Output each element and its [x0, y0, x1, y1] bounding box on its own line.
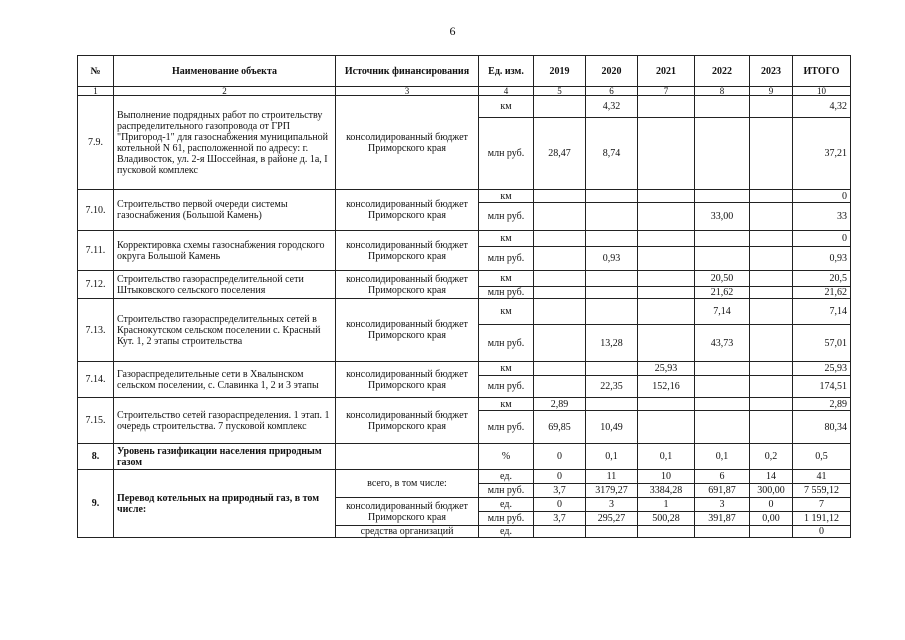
unit-cell: ед.	[479, 498, 534, 512]
unit-cell: ед.	[479, 526, 534, 538]
row-number: 7.14.	[78, 362, 114, 398]
funding-source: консолидированный бюджет Приморского края	[336, 362, 479, 398]
index-cell: 10	[793, 87, 851, 96]
funding-source: консолидированный бюджет Приморского края	[336, 190, 479, 231]
value-2021	[638, 411, 695, 444]
value-2021: 0,1	[638, 444, 695, 470]
value-2020	[586, 203, 638, 231]
value-2019: 3,7	[534, 512, 586, 526]
value-2019: 28,47	[534, 118, 586, 190]
value-2022: 391,87	[695, 512, 750, 526]
row-number: 8.	[78, 444, 114, 470]
value-2019	[534, 287, 586, 299]
value-2020	[586, 299, 638, 325]
row-number: 7.11.	[78, 231, 114, 271]
funding-source: консолидированный бюджет Приморского края	[336, 498, 479, 526]
table-row	[78, 444, 851, 470]
value-2021: 3384,28	[638, 484, 695, 498]
value-2020	[586, 287, 638, 299]
row-number: 7.12.	[78, 271, 114, 299]
value-2020: 10,49	[586, 411, 638, 444]
value-2022	[695, 231, 750, 247]
value-total: 21,62	[793, 287, 851, 299]
value-2022: 7,14	[695, 299, 750, 325]
object-name: Строительство первой очереди системы газоснабжения (Большой Камень)	[114, 190, 336, 231]
table-row	[78, 299, 851, 325]
unit-cell: млн руб.	[479, 287, 534, 299]
header-num: №	[78, 56, 114, 87]
value-2023	[750, 398, 793, 411]
value-2021: 25,93	[638, 362, 695, 376]
unit-cell: млн руб.	[479, 247, 534, 271]
table-row	[78, 398, 851, 411]
value-2019: 2,89	[534, 398, 586, 411]
value-total: 0,5	[793, 444, 851, 470]
header-2023: 2023	[750, 56, 793, 87]
value-2021: 10	[638, 470, 695, 484]
value-2020: 3179,27	[586, 484, 638, 498]
value-total: 41	[793, 470, 851, 484]
value-total: 7,14	[793, 299, 851, 325]
value-total: 25,93	[793, 362, 851, 376]
header-object-name: Наименование объекта	[114, 56, 336, 87]
value-2023	[750, 411, 793, 444]
funding-source-org: средства организаций	[336, 526, 479, 538]
value-2020: 0,93	[586, 247, 638, 271]
table-row	[78, 271, 851, 287]
value-2019: 0	[534, 470, 586, 484]
value-2021: 152,16	[638, 376, 695, 398]
value-total: 7	[793, 498, 851, 512]
value-2022	[695, 190, 750, 203]
value-2021	[638, 231, 695, 247]
funding-source: консолидированный бюджет Приморского края	[336, 398, 479, 444]
value-2023: 14	[750, 470, 793, 484]
value-2019: 69,85	[534, 411, 586, 444]
unit-cell: км	[479, 96, 534, 118]
object-name: Перевод котельных на природный газ, в том числе:	[114, 470, 336, 538]
index-cell: 7	[638, 87, 695, 96]
header-funding-source: Источник финансирования	[336, 56, 479, 87]
value-2019	[534, 526, 586, 538]
header-2019: 2019	[534, 56, 586, 87]
value-total: 33	[793, 203, 851, 231]
value-2022	[695, 96, 750, 118]
unit-cell: км	[479, 398, 534, 411]
value-2023	[750, 96, 793, 118]
value-2019	[534, 376, 586, 398]
unit-cell: млн руб.	[479, 118, 534, 190]
value-2023	[750, 376, 793, 398]
value-2021	[638, 325, 695, 362]
value-2021	[638, 96, 695, 118]
value-2022: 33,00	[695, 203, 750, 231]
value-2021	[638, 247, 695, 271]
value-2022	[695, 411, 750, 444]
value-2019	[534, 325, 586, 362]
program-table	[77, 55, 851, 538]
value-2022: 0,1	[695, 444, 750, 470]
object-name: Строительство сетей газораспределения. 1 этап. 1 очередь строительства. 7 пусковой комплекс	[114, 398, 336, 444]
value-total: 4,32	[793, 96, 851, 118]
value-2020	[586, 526, 638, 538]
value-2019: 0	[534, 444, 586, 470]
value-total: 0	[793, 190, 851, 203]
funding-source: консолидированный бюджет Приморского края	[336, 231, 479, 271]
header-2020: 2020	[586, 56, 638, 87]
value-2022	[695, 362, 750, 376]
value-2023	[750, 526, 793, 538]
value-2020: 0,1	[586, 444, 638, 470]
value-2023	[750, 299, 793, 325]
value-2019	[534, 299, 586, 325]
object-name: Корректировка схемы газоснабжения городского округа Большой Камень	[114, 231, 336, 271]
value-total: 0	[793, 526, 851, 538]
value-2022: 20,50	[695, 271, 750, 287]
header-total: ИТОГО	[793, 56, 851, 87]
value-2022	[695, 376, 750, 398]
table-row	[78, 231, 851, 247]
value-2021	[638, 118, 695, 190]
value-2023	[750, 271, 793, 287]
value-2022: 691,87	[695, 484, 750, 498]
value-2020	[586, 190, 638, 203]
value-total: 7 559,12	[793, 484, 851, 498]
value-2020: 11	[586, 470, 638, 484]
value-2023: 0,2	[750, 444, 793, 470]
value-2021: 1	[638, 498, 695, 512]
object-name: Уровень газификации населения природным газом	[114, 444, 336, 470]
value-2020	[586, 231, 638, 247]
unit-cell: млн руб.	[479, 203, 534, 231]
unit-cell: ед.	[479, 470, 534, 484]
value-2020: 8,74	[586, 118, 638, 190]
value-total: 174,51	[793, 376, 851, 398]
value-2023: 0,00	[750, 512, 793, 526]
row-number: 7.9.	[78, 96, 114, 190]
funding-source: консолидированный бюджет Приморского края	[336, 299, 479, 362]
value-2023	[750, 118, 793, 190]
table-row	[78, 470, 851, 484]
object-name: Газораспределительные сети в Хвалынском сельском поселении, с. Славинка 1, 2 и 3 этапы	[114, 362, 336, 398]
value-2022: 43,73	[695, 325, 750, 362]
value-2021	[638, 271, 695, 287]
header-2022: 2022	[695, 56, 750, 87]
object-name: Строительство газораспределительных сетей в Краснокутском сельском поселении с. Красный Кут. 1, 2 этапы строительства	[114, 299, 336, 362]
value-total: 57,01	[793, 325, 851, 362]
index-cell: 6	[586, 87, 638, 96]
index-cell: 1	[78, 87, 114, 96]
index-cell: 3	[336, 87, 479, 96]
header-row	[78, 56, 851, 87]
index-cell: 8	[695, 87, 750, 96]
value-2022	[695, 247, 750, 271]
value-2023	[750, 231, 793, 247]
value-2020: 22,35	[586, 376, 638, 398]
column-index-row	[78, 87, 851, 96]
value-2023: 300,00	[750, 484, 793, 498]
value-total: 80,34	[793, 411, 851, 444]
value-2020	[586, 362, 638, 376]
value-2020	[586, 271, 638, 287]
header-unit: Ед. изм.	[479, 56, 534, 87]
value-2019	[534, 96, 586, 118]
value-total: 2,89	[793, 398, 851, 411]
unit-cell: км	[479, 299, 534, 325]
index-cell: 9	[750, 87, 793, 96]
value-total: 0,93	[793, 247, 851, 271]
value-total: 0	[793, 231, 851, 247]
value-2023	[750, 190, 793, 203]
value-2019: 3,7	[534, 484, 586, 498]
value-2019	[534, 203, 586, 231]
unit-cell: км	[479, 271, 534, 287]
funding-source	[336, 444, 479, 470]
value-total: 37,21	[793, 118, 851, 190]
row-number: 7.10.	[78, 190, 114, 231]
value-2022: 6	[695, 470, 750, 484]
value-2020: 4,32	[586, 96, 638, 118]
value-2020: 3	[586, 498, 638, 512]
value-2023	[750, 247, 793, 271]
index-cell: 4	[479, 87, 534, 96]
value-2020	[586, 398, 638, 411]
value-2021	[638, 398, 695, 411]
unit-cell: млн руб.	[479, 325, 534, 362]
page-number: 6	[449, 24, 456, 38]
value-2021	[638, 299, 695, 325]
value-2023: 0	[750, 498, 793, 512]
value-2021	[638, 190, 695, 203]
row-number: 7.13.	[78, 299, 114, 362]
value-2021	[638, 287, 695, 299]
unit-cell: км	[479, 362, 534, 376]
value-2019	[534, 231, 586, 247]
table-row	[78, 190, 851, 203]
value-2022	[695, 398, 750, 411]
unit-cell: млн руб.	[479, 484, 534, 498]
value-2023	[750, 362, 793, 376]
index-cell: 2	[114, 87, 336, 96]
funding-source: консолидированный бюджет Приморского края	[336, 271, 479, 299]
funding-source-total: всего, в том числе:	[336, 470, 479, 498]
table-row	[78, 96, 851, 118]
value-2023	[750, 203, 793, 231]
unit-cell: км	[479, 190, 534, 203]
value-2019: 0	[534, 498, 586, 512]
value-2019	[534, 362, 586, 376]
value-2020: 295,27	[586, 512, 638, 526]
object-name: Выполнение подрядных работ по строительству распределительного газопровода от ГРП "Пригород-1" для газоснабжения муниципальной котельной N 61, расположенной по адресу: г. Владивосток, ул. 2-я Шоссейная, в районе д. 1а, I пусковой комплекс	[114, 96, 336, 190]
header-2021: 2021	[638, 56, 695, 87]
unit-cell: млн руб.	[479, 411, 534, 444]
row-number: 9.	[78, 470, 114, 538]
table-row	[78, 362, 851, 376]
value-2022	[695, 526, 750, 538]
value-2019	[534, 247, 586, 271]
value-2021	[638, 526, 695, 538]
unit-cell: %	[479, 444, 534, 470]
value-2022: 21,62	[695, 287, 750, 299]
object-name: Строительство газораспределительной сети Штыковского сельского поселения	[114, 271, 336, 299]
value-2022	[695, 118, 750, 190]
value-total: 20,5	[793, 271, 851, 287]
value-2019	[534, 271, 586, 287]
unit-cell: млн руб.	[479, 512, 534, 526]
value-2022: 3	[695, 498, 750, 512]
value-2020: 13,28	[586, 325, 638, 362]
value-2023	[750, 287, 793, 299]
value-2021: 500,28	[638, 512, 695, 526]
unit-cell: км	[479, 231, 534, 247]
index-cell: 5	[534, 87, 586, 96]
unit-cell: млн руб.	[479, 376, 534, 398]
value-2019	[534, 190, 586, 203]
row-number: 7.15.	[78, 398, 114, 444]
value-total: 1 191,12	[793, 512, 851, 526]
funding-source: консолидированный бюджет Приморского края	[336, 96, 479, 190]
value-2021	[638, 203, 695, 231]
value-2023	[750, 325, 793, 362]
